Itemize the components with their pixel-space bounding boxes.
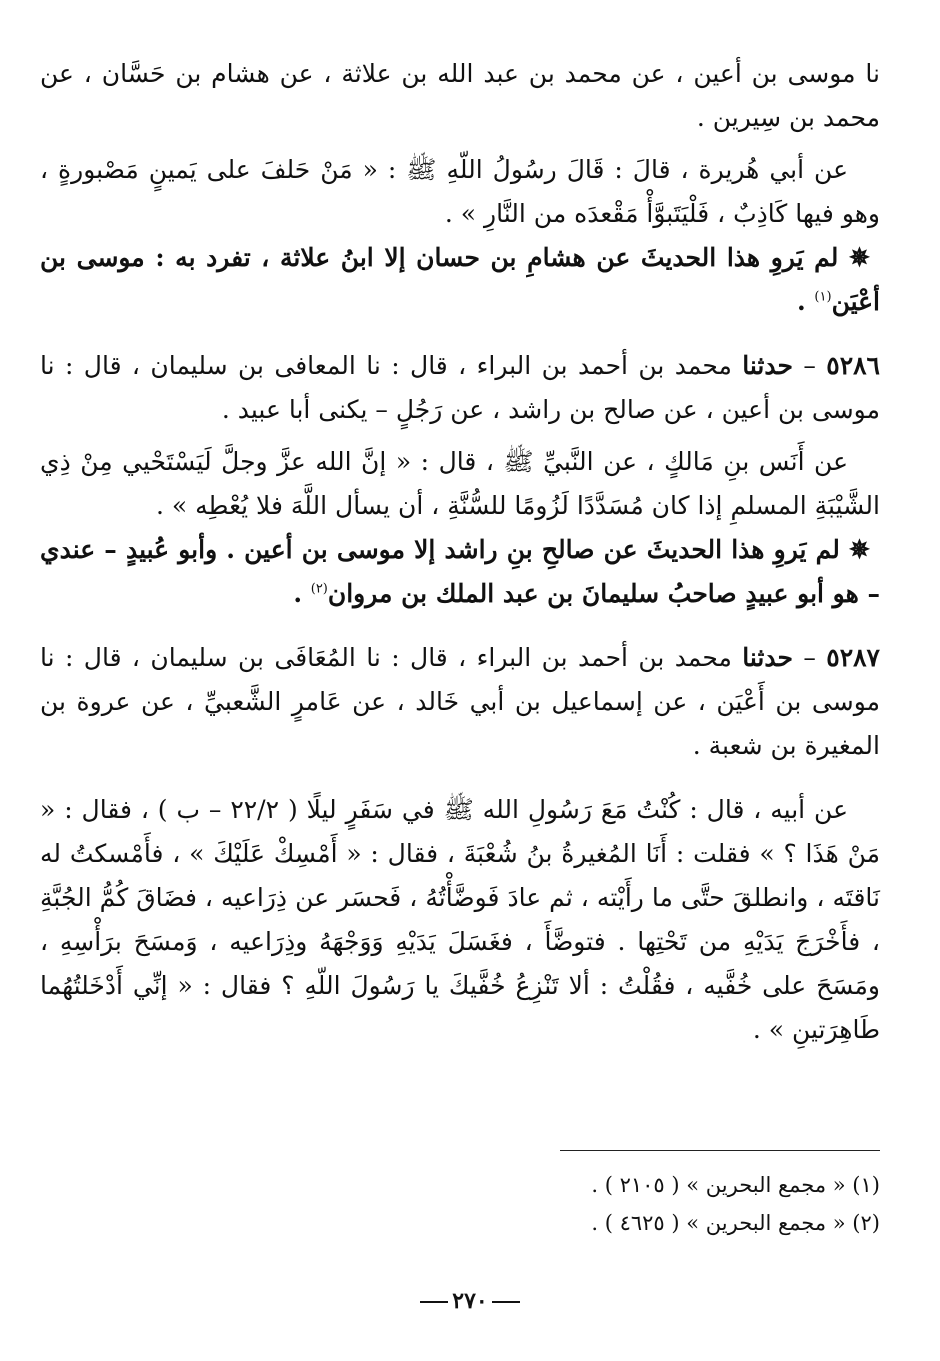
commentary-text: لم يَروِ هذا الحديثَ عن هشامِ بن حسان إلا ابنُ علاثة ، تفرد به : موسى بن أعْيَن xyxy=(40,243,880,316)
footnote-1: (١) « مجمع البحرين » ( ٢١٠٥ ) . xyxy=(591,1173,880,1197)
footnote-reference[interactable]: (١) xyxy=(814,289,832,305)
hadith-paragraph: عن أبيه ، قال : كُنْتُ مَعَ رَسُولِ الله ﷺ في سَفَرٍ ليلًا ( ٢٢/٢ – ب ) ، فقال : « مَنْ هَذَا ؟ » فقلت : أَنَا المُغيرةُ بنُ شُعْبَةَ ، فقال : « أَمْسِكْ عَلَيْكَ » ، فأَمْسكتُ له نَاقتَه ، وانطلقَ حتَّى ما رأَيْته ، ثم عادَ فَوضَّأْتُهُ ، فَحسَر عن ذِرَاعيه ، فضَاقَ كُمُّ الجُبَّةِ ، فأَخْرَجَ يَدَيْهِ من تَحْتِها . فتوضَّأَ ، فغَسَلَ يَدَيْهِ وَوَجْهَهُ وذِرَاعيه ، وَمسَحَ برَأْسِهِ ، ومَسَحَ على خُفَّيه ، فقُلْتُ : ألا تَنْزِعُ خُفَّيكَ يا رَسُولَ اللّهِ ؟ فقال : « إنِّي أَدْخَلتُهُما طَاهِرَتينِ » . xyxy=(40,795,880,1044)
isnad-text: محمد بن أحمد بن البراء ، قال : نا المُعَافَى بن سليمان ، قال : نا موسى بن أَعْيَن ، عن إسماعيل بن أبي خَالد ، عن عَامرٍ الشَّعبيِّ ، عن عروة بن المغيرة بن شعبة . xyxy=(40,643,880,760)
hadith-number: ٥٢٨٧ xyxy=(826,643,880,672)
hadith-lead-word: حدثنا xyxy=(742,643,793,672)
page-number-text: ٢٧٠ xyxy=(452,1288,488,1314)
footnote-divider xyxy=(560,1150,880,1151)
dash-left xyxy=(492,1301,520,1303)
dash-right xyxy=(420,1301,448,1303)
commentary-text: لم يَروِ هذا الحديثَ عن صالحِ بنِ راشد إلا موسى بن أعين . وأبو عُبيدٍ – عندي – هو أبو عبيدٍ صاحبُ سليمانَ بن عبد الملك بن مروان xyxy=(40,535,880,608)
footnote-reference[interactable]: (٢) xyxy=(310,581,328,597)
star-icon: ✵ xyxy=(849,243,870,272)
commentary-end: . xyxy=(293,579,311,608)
hadith-number: ٥٢٨٦ xyxy=(826,351,880,380)
page-number xyxy=(0,1288,940,1314)
hadith-entry-5286: ٥٢٨٦ – حدثنا محمد بن أحمد بن البراء ، قال : نا المعافى بن سليمان ، قال : نا موسى بن أعين ، عن صالح بن راشد ، عن رَجُلٍ – يكنى أبا عبيد . xyxy=(40,351,880,424)
hadith-lead-word: حدثنا xyxy=(742,351,793,380)
hadith-entry-5287: ٥٢٨٧ – حدثنا محمد بن أحمد بن البراء ، قال : نا المُعَافَى بن سليمان ، قال : نا موسى بن أَعْيَن ، عن إسماعيل بن أبي خَالد ، عن عَامرٍ الشَّعبيِّ ، عن عروة بن المغيرة بن شعبة . xyxy=(40,643,880,760)
hadith-paragraph: عن أبي هُريرة ، قالَ : قَالَ رسُولُ اللّهِ ﷺ : « مَنْ حَلفَ على يَمينٍ مَصْبورةٍ ، وهو فيها كَاذِبٌ ، فَلْيَتَبوَّأْ مَقْعدَه من النَّارِ » . xyxy=(40,155,880,228)
hadith-paragraph: عن أَنَس بنِ مَالكٍ ، عن النَّبيِّ ﷺ ، قال : « إنَّ الله عزَّ وجلَّ لَيَسْتَحْيي مِنْ ذِي الشَّيْبَةِ المسلمِ إذا كان مُسَدَّدًا لَزُومًا للسُّنَّةِ ، أن يسأل اللَّهَ فلا يُعْطِه » . xyxy=(40,447,880,520)
isnad-paragraph: نا موسى بن أعين ، عن محمد بن عبد الله بن علاثة ، عن هشام بن حَسَّان ، عن محمد بن سِيرين . xyxy=(40,59,880,132)
footnotes xyxy=(40,1166,880,1242)
isnad-text: محمد بن أحمد بن البراء ، قال : نا المعافى بن سليمان ، قال : نا موسى بن أعين ، عن صالح بن راشد ، عن رَجُلٍ – يكنى أبا عبيد . xyxy=(40,351,880,424)
commentary-end: . xyxy=(797,287,815,316)
commentary-note xyxy=(40,236,880,324)
star-icon: ✵ xyxy=(849,535,870,564)
commentary-note xyxy=(40,528,880,616)
footnote-2: (٢) « مجمع البحرين » ( ٤٦٢٥ ) . xyxy=(591,1211,880,1235)
